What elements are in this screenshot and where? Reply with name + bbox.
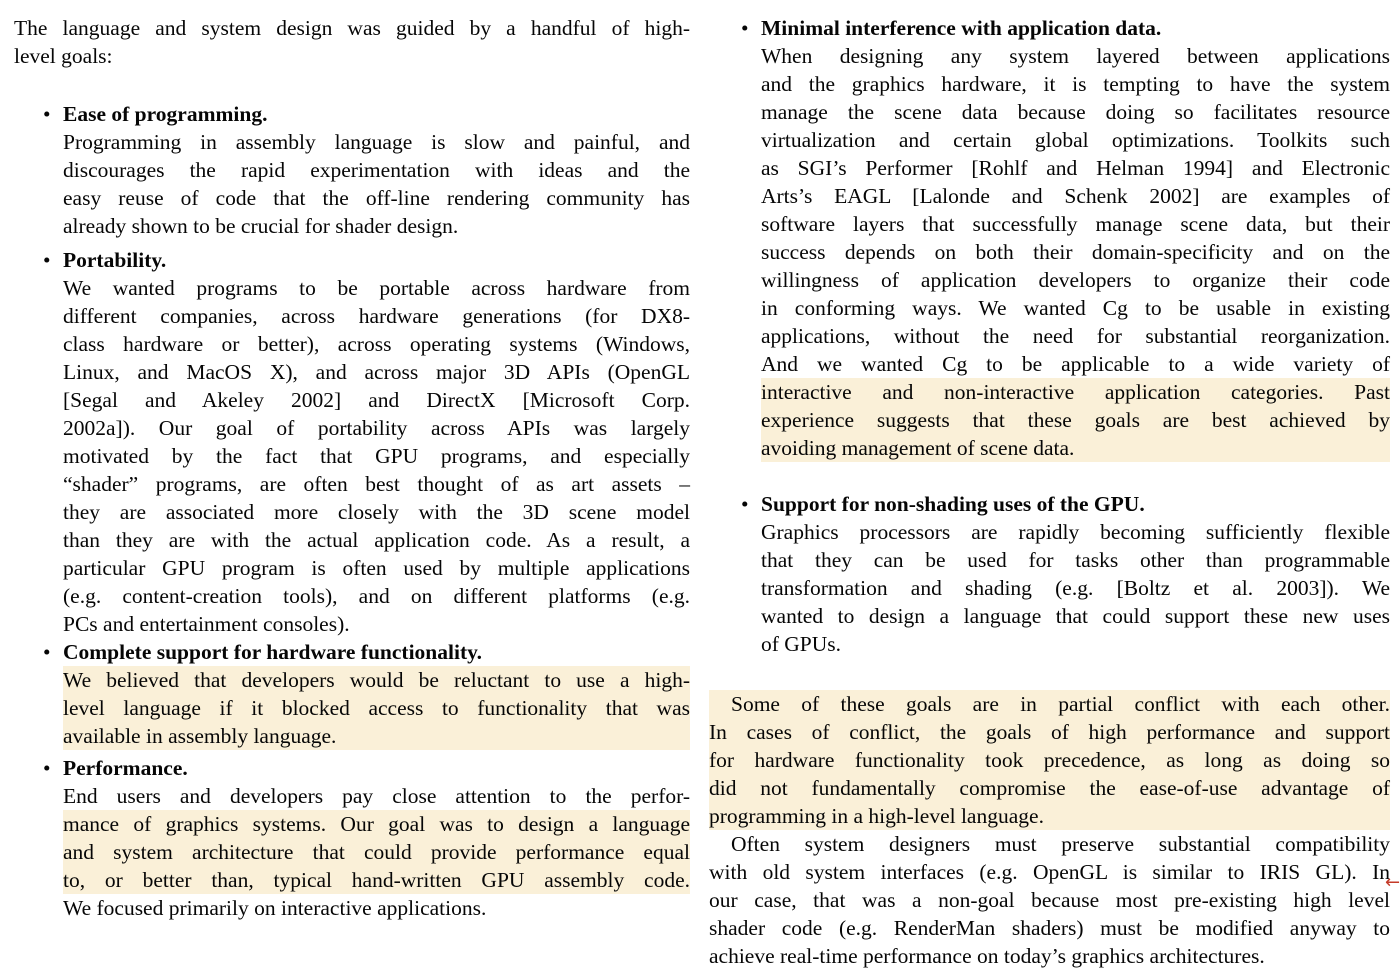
text-line: easy reuse of code that the off-line rendering community has — [63, 186, 690, 210]
text-line: they are associated more closely with the 3D scene model — [63, 500, 690, 524]
left-column — [14, 0, 690, 922]
text-line: that they can be used for tasks other than programmable — [761, 548, 1390, 572]
text-line: different companies, across hardware generations (for DX8- — [63, 304, 690, 328]
text-line: End users and developers pay close attention to the perfor- — [63, 784, 690, 808]
text-line: motivated by the fact that GPU programs, and especially — [63, 444, 690, 468]
text-line: We wanted programs to be portable across hardware from — [63, 276, 690, 300]
text-line: “shader” programs, are often best thought of as art assets – — [63, 472, 690, 496]
text-line: software layers that successfully manage scene data, but their — [761, 212, 1390, 236]
bullet-item-ease-of-programming — [14, 100, 690, 240]
text-line: success depends on both their domain-specificity and on the — [761, 240, 1390, 264]
text-line: and system architecture that could provide performance equal — [63, 840, 690, 864]
text-line: (e.g. content-creation tools), and on different platforms (e.g. — [63, 584, 690, 608]
text-line: experience suggests that these goals are best achieved by — [761, 408, 1390, 432]
text-line: transformation and shading (e.g. [Boltz et al. 2003]). We — [761, 576, 1390, 600]
text-line: virtualization and certain global optimizations. Toolkits such — [761, 128, 1390, 152]
text-line: willingness of application developers to organize their code — [761, 268, 1390, 292]
bullet-heading: Minimal interference with application data. — [761, 16, 1162, 40]
bullet-icon: • — [741, 16, 749, 40]
text-line: programming in a high-level language. — [709, 802, 1390, 830]
text-line: The language and system design was guided by a handful of high- — [14, 16, 690, 40]
bullet-heading: Support for non-shading uses of the GPU. — [761, 492, 1145, 516]
text-line: shader code (e.g. RenderMan shaders) must be modified anyway to — [709, 916, 1390, 940]
bullet-icon: • — [741, 492, 749, 516]
annotation-arrow-icon: ← — [1385, 872, 1400, 893]
text-line: Some of these goals are in partial conflict with each other. — [709, 690, 1390, 718]
text-line: than they are with the actual application code. As a result, a — [63, 528, 690, 552]
text-line: [Segal and Akeley 2002] and DirectX [Microsoft Corp. — [63, 388, 690, 412]
text-line: achieve real-time performance on today’s graphics architectures. — [709, 944, 1265, 968]
bullet-item-performance — [14, 754, 690, 922]
text-line: to, or better than, typical hand-written GPU assembly code. — [63, 868, 690, 892]
text-line: of GPUs. — [761, 632, 842, 656]
bullet-icon: • — [43, 248, 51, 272]
text-line: mance of graphics systems. Our goal was to design a language — [63, 812, 690, 836]
bullet-body — [63, 274, 690, 638]
paragraph-intro — [14, 14, 690, 70]
text-line: level language if it blocked access to functionality that was — [63, 696, 690, 720]
text-line: We focused primarily on interactive applications. — [63, 896, 487, 920]
paragraph-goals-in-conflict — [709, 690, 1390, 830]
text-line: Graphics processors are rapidly becoming sufficiently flexible — [761, 520, 1390, 544]
text-line: did not fundamentally compromise the ease-of-use advantage of — [709, 776, 1390, 800]
bullet-body — [761, 42, 1390, 462]
bullet-item-support-for-non-shading-uses-of-the-gpu — [709, 490, 1390, 658]
bullet-icon: • — [43, 640, 51, 664]
text-line: Arts’s EAGL [Lalonde and Schenk 2002] are examples of — [761, 184, 1390, 208]
bullet-body — [63, 782, 690, 922]
bullet-heading: Performance. — [63, 756, 188, 780]
paragraph-compatibility-non-goal — [709, 830, 1390, 970]
text-line: interactive and non-interactive application categories. Past — [761, 380, 1390, 404]
text-line: And we wanted Cg to be applicable to a wide variety of — [761, 352, 1390, 376]
bullet-heading: Portability. — [63, 248, 167, 272]
text-line: for hardware functionality took precedence, as long as doing so — [709, 748, 1390, 772]
text-line: 2002a]). Our goal of portability across APIs was largely — [63, 416, 690, 440]
bullet-item-complete-support-for-hardware-functionality — [14, 638, 690, 750]
text-line: already shown to be crucial for shader design. — [63, 214, 459, 238]
bullet-heading: Ease of programming. — [63, 102, 268, 126]
bullet-item-portability — [14, 246, 690, 638]
bullet-body — [63, 128, 690, 240]
text-line: When designing any system layered between applications — [761, 44, 1390, 68]
text-line: Programming in assembly language is slow and painful, and — [63, 130, 690, 154]
text-line: as SGI’s Performer [Rohlf and Helman 1994] and Electronic — [761, 156, 1390, 180]
text-line: with old system interfaces (e.g. OpenGL is similar to IRIS GL). In — [709, 860, 1390, 884]
text-line: applications, without the need for substantial reorganization. — [761, 324, 1390, 348]
bullet-body — [63, 666, 690, 750]
right-column — [709, 0, 1390, 970]
text-line: Linux, and MacOS X), and across major 3D APIs (OpenGL — [63, 360, 690, 384]
bullet-icon: • — [43, 756, 51, 780]
bullet-icon: • — [43, 102, 51, 126]
text-line: level goals: — [14, 44, 113, 68]
text-line: wanted to design a language that could support these new uses — [761, 604, 1390, 628]
text-line: manage the scene data because doing so facilitates resource — [761, 100, 1390, 124]
text-line: avoiding management of scene data. — [761, 434, 1390, 462]
text-line: available in assembly language. — [63, 722, 690, 750]
text-line: our case, that was a non-goal because most pre-existing high level — [709, 888, 1390, 912]
text-line: class hardware or better), across operating systems (Windows, — [63, 332, 690, 356]
text-line: particular GPU program is often used by multiple applications — [63, 556, 690, 580]
text-line: We believed that developers would be reluctant to use a high- — [63, 668, 690, 692]
bullet-body — [761, 518, 1390, 658]
text-line: In cases of conflict, the goals of high performance and support — [709, 720, 1390, 744]
bullet-item-minimal-interference-with-application-data — [709, 14, 1390, 462]
bullet-heading: Complete support for hardware functionality. — [63, 640, 483, 664]
text-line: discourages the rapid experimentation with ideas and the — [63, 158, 690, 182]
text-line: and the graphics hardware, it is tempting to have the system — [761, 72, 1390, 96]
text-line: PCs and entertainment consoles). — [63, 612, 350, 636]
text-line: in conforming ways. We wanted Cg to be usable in existing — [761, 296, 1390, 320]
text-line: Often system designers must preserve substantial compatibility — [731, 832, 1390, 856]
